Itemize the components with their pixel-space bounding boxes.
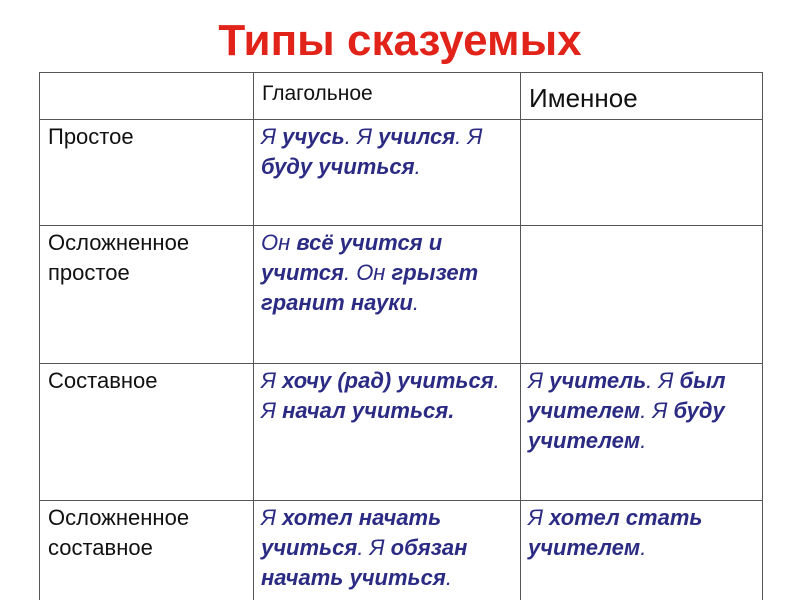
- example-text: .: [412, 290, 419, 315]
- row-label-cell: [40, 226, 254, 364]
- example-text: . Я: [455, 124, 483, 149]
- example-text: .: [640, 535, 647, 560]
- predicate-highlight: буду учителем: [528, 398, 725, 453]
- example-text: . Я: [261, 368, 500, 423]
- table-header-row: [40, 73, 763, 120]
- example-text: Он: [261, 230, 297, 255]
- slide-title: Типы сказуемых: [218, 16, 582, 65]
- nominal-example: [521, 120, 762, 122]
- row-label: Простое: [48, 124, 134, 149]
- predicate-highlight: хотел стать учителем: [528, 505, 703, 560]
- nominal-example-cell: [521, 226, 763, 364]
- predicate-highlight: грызет гранит науки: [261, 260, 479, 315]
- example-text: .: [445, 565, 452, 590]
- header-verbal: Глагольное: [262, 82, 373, 105]
- verbal-example: [254, 501, 520, 593]
- predicate-highlight: учился: [378, 124, 456, 149]
- table-row: [40, 120, 763, 226]
- example-text: Я: [261, 124, 283, 149]
- header-nominal: Именное: [529, 83, 638, 113]
- row-label: Осложненное простое: [48, 230, 190, 285]
- header-cell-nominal: [521, 73, 763, 120]
- example-text: .: [414, 154, 421, 179]
- row-label-cell: [40, 501, 254, 600]
- predicate-highlight: хотел начать учиться: [261, 505, 442, 560]
- predicate-highlight: учусь: [282, 124, 345, 149]
- predicate-highlight: был учителем: [528, 368, 726, 423]
- predicate-highlight: учитель: [549, 368, 647, 393]
- nominal-example: [521, 501, 762, 563]
- example-text: Я: [261, 368, 283, 393]
- row-label: Составное: [48, 368, 158, 393]
- verbal-example-cell: [254, 501, 521, 600]
- predicate-highlight: начал учиться.: [282, 398, 455, 423]
- example-text: . Я: [357, 535, 391, 560]
- predicate-highlight: всё учится и учится: [261, 230, 443, 285]
- predicate-types-table: [39, 72, 763, 600]
- predicate-highlight: буду учиться: [261, 154, 415, 179]
- verbal-example-cell: [254, 226, 521, 364]
- example-text: . Я: [640, 398, 674, 423]
- table-row: [40, 364, 763, 501]
- example-text: Я: [261, 505, 283, 530]
- nominal-example-cell: [521, 501, 763, 600]
- header-cell-verbal: [254, 73, 521, 120]
- verbal-example: [254, 364, 520, 426]
- header-label-empty: [40, 73, 253, 75]
- nominal-example: [521, 226, 762, 228]
- example-text: Я: [528, 505, 550, 530]
- verbal-example-cell: [254, 364, 521, 501]
- nominal-example-cell: [521, 364, 763, 501]
- example-text: . Он: [343, 260, 392, 285]
- example-text: . Я: [344, 124, 379, 149]
- example-text: Я: [528, 368, 550, 393]
- header-cell-empty: [40, 73, 254, 120]
- verbal-example: [254, 120, 520, 182]
- table-row: [40, 501, 763, 600]
- row-label-cell: [40, 120, 254, 226]
- verbal-example: [254, 226, 520, 318]
- example-text: .: [640, 428, 647, 453]
- predicate-highlight: обязан начать учиться: [261, 535, 468, 590]
- predicate-highlight: хочу (рад) учиться: [282, 368, 494, 393]
- table-row: [40, 226, 763, 364]
- nominal-example: [521, 364, 762, 456]
- nominal-example-cell: [521, 120, 763, 226]
- verbal-example-cell: [254, 120, 521, 226]
- row-label-cell: [40, 364, 254, 501]
- row-label: Осложненное составное: [48, 505, 190, 560]
- example-text: . Я: [646, 368, 680, 393]
